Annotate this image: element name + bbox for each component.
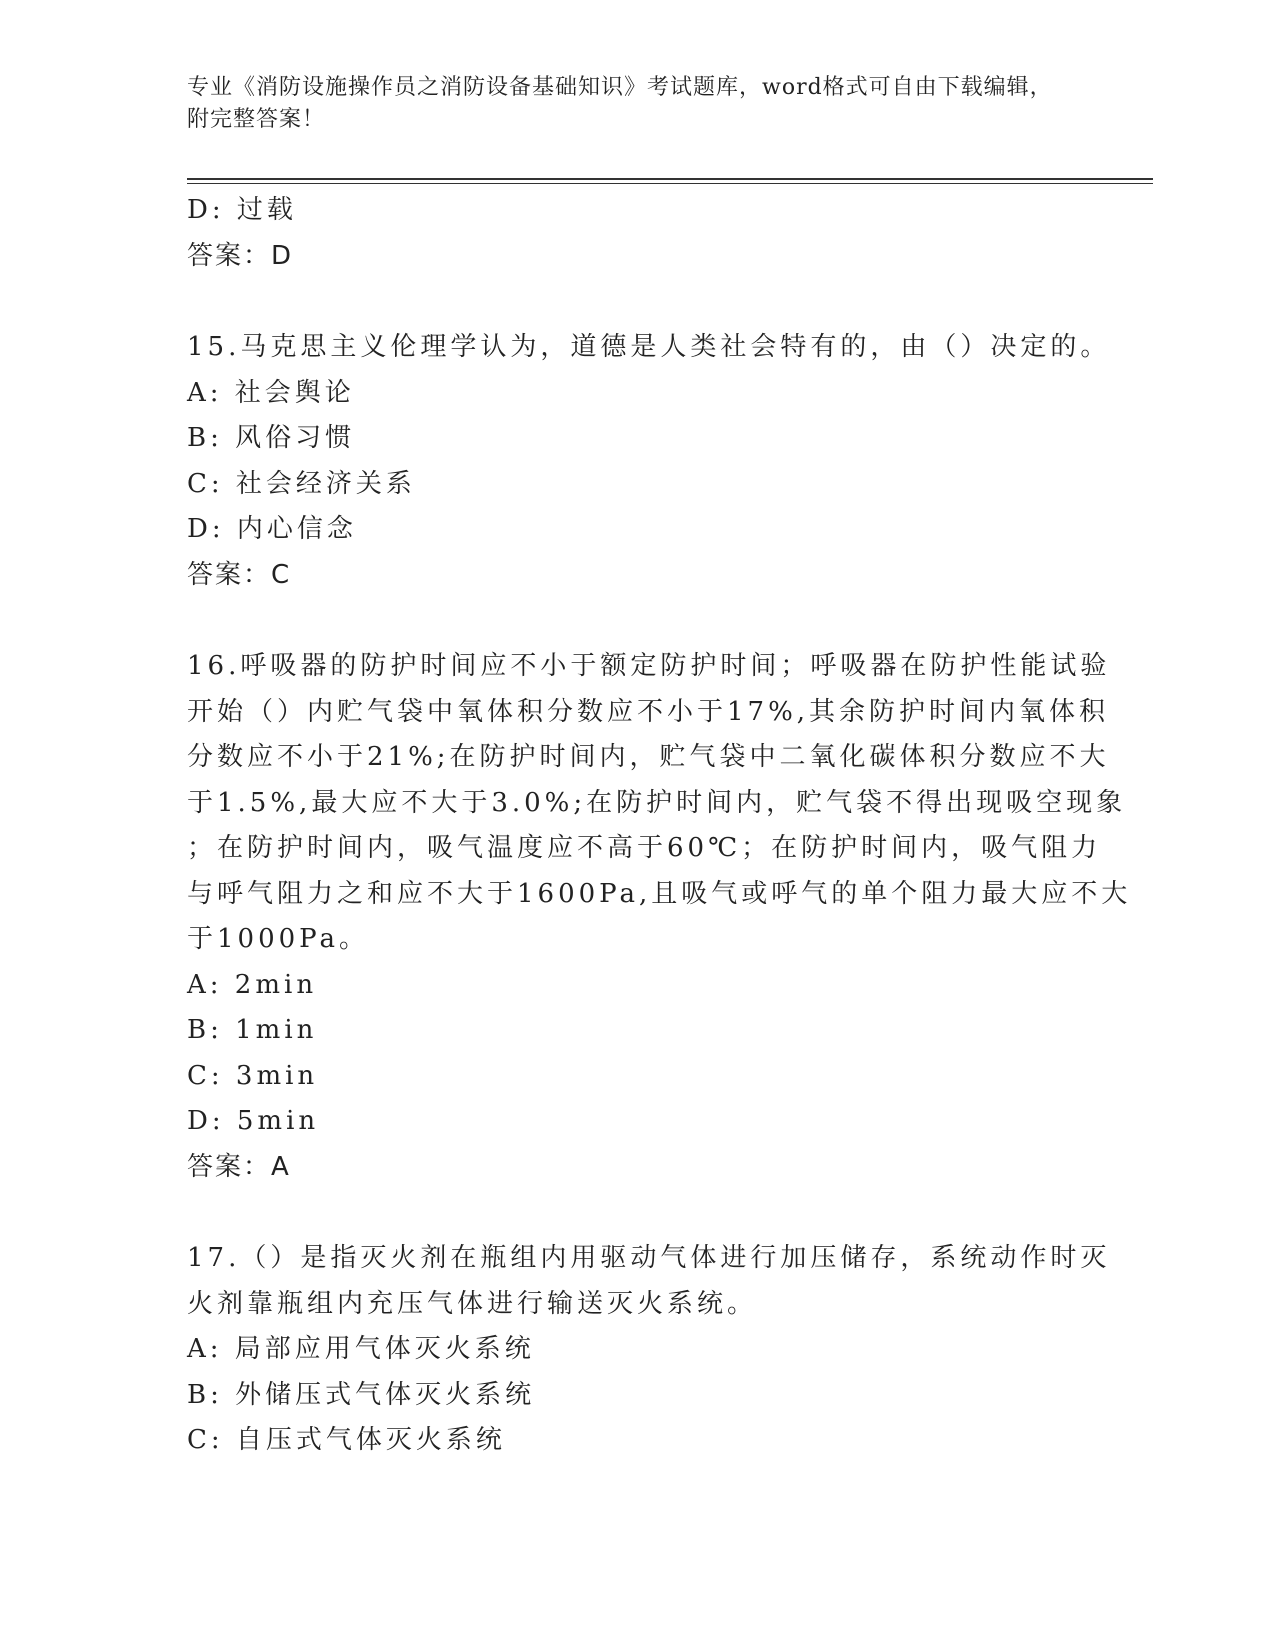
question-16-option-c: C: 3min [187, 1060, 319, 1091]
question-17-stem-line: 火剂靠瓶组内充压气体进行输送灭火系统。 [187, 1288, 758, 1319]
question-17-option-b: B: 外储压式气体灭火系统 [187, 1379, 536, 1410]
page-header: 专业《消防设施操作员之消防设备基础知识》考试题库，word格式可自由下载编辑，附完整答案！ [187, 75, 1053, 132]
spacer [187, 598, 1087, 644]
question-16-stem-line: 16.呼吸器的防护时间应不小于额定防护时间；呼吸器在防护性能试验 [187, 651, 1111, 681]
question-16-stem-line: 与呼气阻力之和应不大于1600Pa,且吸气或呼气的单个阻力最大应不大 [187, 878, 1132, 909]
question-content [187, 188, 1132, 1464]
header-rule-thick [187, 178, 1153, 180]
question-14-option-d: D: 过载 [187, 195, 297, 225]
question-15-option-b: B: 风俗习惯 [187, 423, 356, 453]
question-15-option-c: C: 社会经济关系 [187, 468, 416, 499]
header-rule-thin [187, 183, 1153, 184]
question-16-answer: 答案：A [187, 1151, 291, 1182]
question-16-option-d: D: 5min [187, 1106, 320, 1136]
question-17-option-c: C: 自压式气体灭火系统 [187, 1425, 506, 1455]
question-14-answer: 答案：D [187, 240, 294, 271]
question-17-option-a: A: 局部应用气体灭火系统 [187, 1334, 535, 1364]
question-16-stem-line: 于1.5%,最大应不大于3.0%;在防护时间内，贮气袋不得出现吸空现象 [187, 787, 1127, 818]
spacer [187, 279, 1087, 325]
question-16-stem-line: ；在防护时间内，吸气温度应不高于60℃；在防护时间内，吸气阻力 [187, 833, 1102, 863]
question-17-stem-line: 17.（）是指灭火剂在瓶组内用驱动气体进行加压储存，系统动作时灭 [187, 1243, 1111, 1273]
question-16-stem-line: 开始（）内贮气袋中氧体积分数应不小于17%,其余防护时间内氧体积 [187, 696, 1110, 727]
question-15-option-d: D: 内心信念 [187, 514, 357, 544]
question-16-option-a: A: 2min [187, 969, 318, 1000]
question-16-stem-line: 于1000Pa。 [187, 924, 369, 954]
question-16-stem-line: 分数应不小于21%;在防护时间内，贮气袋中二氧化碳体积分数应不大 [187, 742, 1110, 772]
question-15-answer: 答案：C [187, 559, 292, 590]
question-15-stem: 15.马克思主义伦理学认为，道德是人类社会特有的，由（）决定的。 [187, 332, 1111, 362]
spacer [187, 1190, 1087, 1236]
question-16-option-b: B: 1min [187, 1015, 318, 1045]
question-15-option-a: A: 社会舆论 [187, 377, 355, 408]
